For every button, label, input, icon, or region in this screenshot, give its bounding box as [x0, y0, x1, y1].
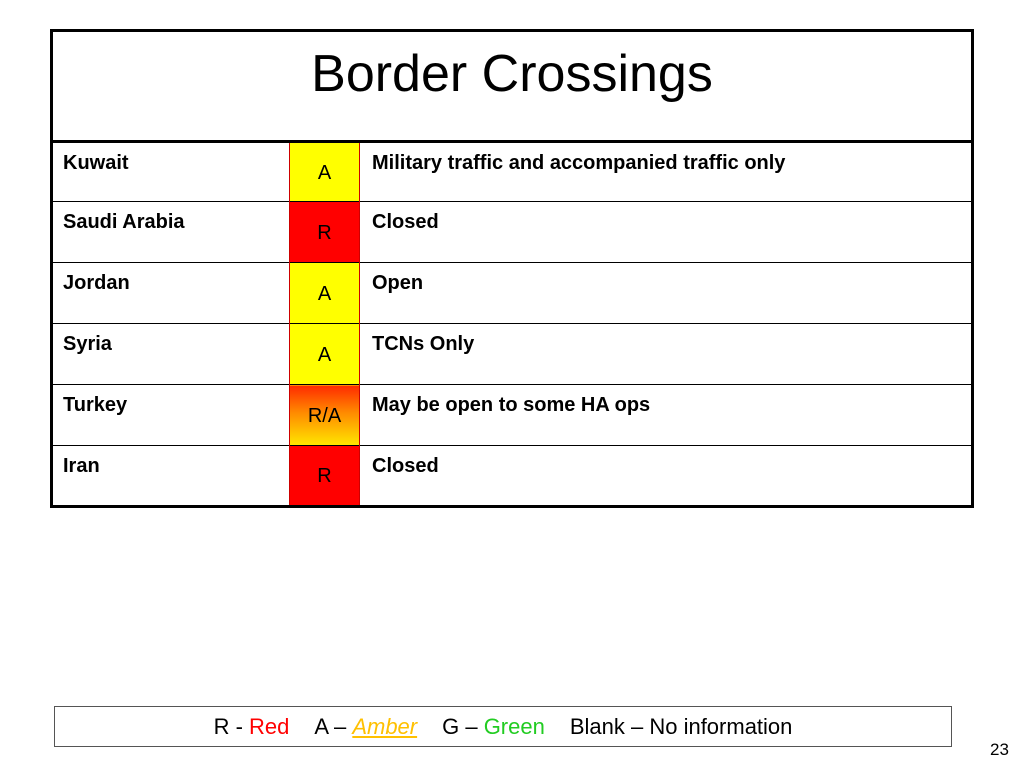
legend-green-label: Green [483, 714, 545, 739]
status-legend [54, 706, 952, 747]
description-cell: Military traffic and accompanied traffic only [372, 152, 786, 174]
table-row [52, 263, 973, 324]
status-cell: R [290, 202, 360, 263]
table-row [52, 142, 973, 202]
border-crossings-table [50, 29, 974, 508]
legend-green-prefix: G – [442, 714, 484, 739]
table-row [52, 202, 973, 263]
country-cell: Turkey [52, 385, 290, 446]
description-cell: Closed [360, 446, 973, 507]
title-cell [52, 31, 973, 142]
status-cell: A [290, 263, 360, 324]
page-number: 23 [990, 740, 1009, 759]
country-cell: Syria [52, 324, 290, 385]
legend-amber-label: Amber [352, 714, 418, 739]
legend-red-label: Red [249, 714, 290, 739]
status-cell: R [290, 446, 360, 507]
description-cell: Closed [360, 202, 973, 263]
description-cell: Open [360, 263, 973, 324]
legend-red-prefix: R - [213, 714, 250, 739]
status-cell: A [290, 324, 360, 385]
country-cell: Iran [52, 446, 290, 507]
table-row [52, 385, 973, 446]
page-title: Border Crossings [311, 45, 713, 103]
status-cell: R/A [290, 385, 360, 446]
table-row [52, 446, 973, 507]
description-cell: TCNs Only [360, 324, 973, 385]
legend-amber-prefix: A – [314, 714, 353, 739]
country-cell: Saudi Arabia [52, 202, 290, 263]
status-cell: A [290, 142, 360, 202]
table-row [52, 324, 973, 385]
description-cell: May be open to some HA ops [360, 385, 973, 446]
country-cell: Kuwait [63, 152, 129, 174]
title-row [52, 31, 973, 142]
country-cell: Jordan [52, 263, 290, 324]
legend-blank-label: Blank – No information [569, 714, 793, 739]
